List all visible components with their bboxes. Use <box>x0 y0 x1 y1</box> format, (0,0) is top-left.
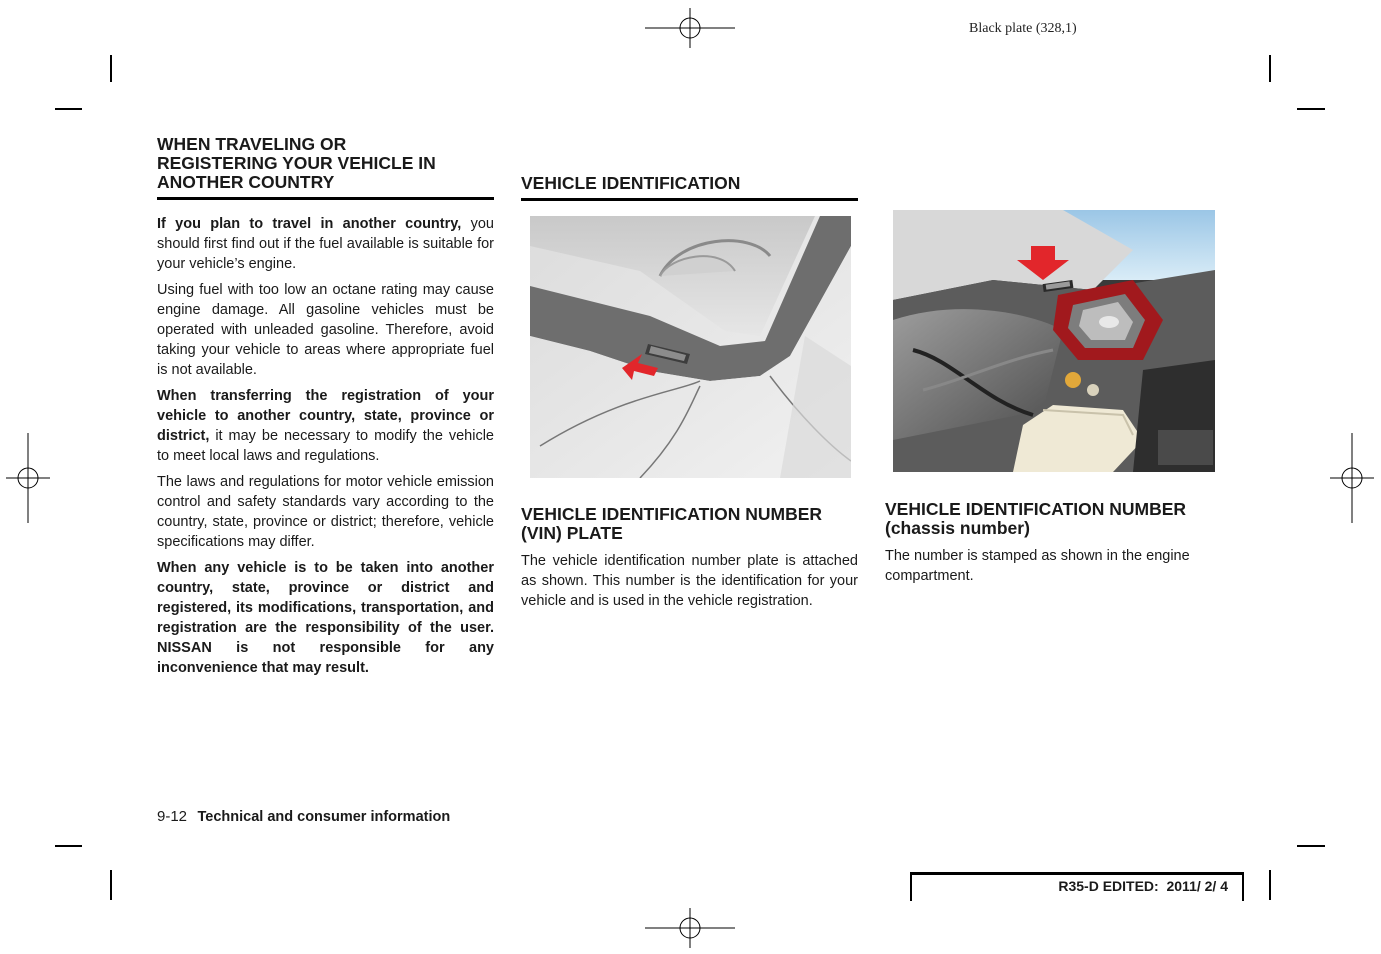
section-heading-traveling: WHEN TRAVELING OR REGISTERING YOUR VEHICLE IN ANOTHER COUNTRY <box>157 134 436 192</box>
registration-mark-right <box>1330 433 1374 523</box>
edited-stamp-box <box>910 872 1244 901</box>
plate-label: Black plate (328,1) <box>969 21 1077 36</box>
registration-mark-left <box>6 433 50 523</box>
vin-plate-heading: VEHICLE IDENTIFICATION NUMBER (VIN) PLATE <box>521 504 823 543</box>
heading-rule <box>157 197 494 200</box>
registration-mark-bottom <box>645 908 735 948</box>
vin-plate-body: The vehicle identification number plate is attached as shown. This number is the identification for your vehicle and is used in the vehicle registration. <box>521 553 858 609</box>
section-heading-vehicle-identification: VEHICLE IDENTIFICATION <box>521 173 741 193</box>
engine-compartment-photo <box>893 210 1215 472</box>
page-footer <box>157 808 450 826</box>
chassis-number-body: The number is stamped as shown in the engine compartment. <box>885 548 1190 584</box>
paragraph: When transferring the registration of your vehicle to another country, state, province or district, it may be necessary to modify the vehicle to meet local laws and regulations. <box>157 388 494 464</box>
chassis-number-heading: VEHICLE IDENTIFICATION NUMBER (chassis number) <box>885 499 1187 538</box>
chassis-number-section <box>885 500 1225 586</box>
footer-section-title: Technical and consumer information <box>197 809 451 825</box>
paragraph: The laws and regulations for motor vehicle emission control and safety standards vary according to the country, state, province or district; therefore, vehicle specifications may differ. <box>157 474 494 550</box>
heading-rule <box>521 198 858 201</box>
edited-stamp: R35-D EDITED: 2011/ 2/ 4 <box>1058 878 1228 894</box>
vin-plate-section <box>521 505 858 611</box>
paragraph: Using fuel with too low an octane rating may cause engine damage. All gasoline vehicles must be operated with unleaded gasoline. Therefore, avoid taking your vehicle to areas where appropriate fuel is not available. <box>157 282 494 378</box>
paragraph: When any vehicle is to be taken into another country, state, province or district and registered, its modifications, transportation, and registration are the responsibility of the user. NISSAN is not responsible for any inconvenience that may result. <box>157 560 494 676</box>
section-vehicle-identification <box>521 174 858 201</box>
paragraph: If you plan to travel in another country, you should first find out if the fuel available is suitable for your vehicle’s engine. <box>157 216 494 272</box>
section-traveling <box>157 135 494 684</box>
vin-plate-illustration <box>530 216 851 478</box>
page-number: 9-12 <box>157 808 188 825</box>
traveling-body <box>157 214 494 678</box>
registration-mark-top <box>645 8 735 48</box>
